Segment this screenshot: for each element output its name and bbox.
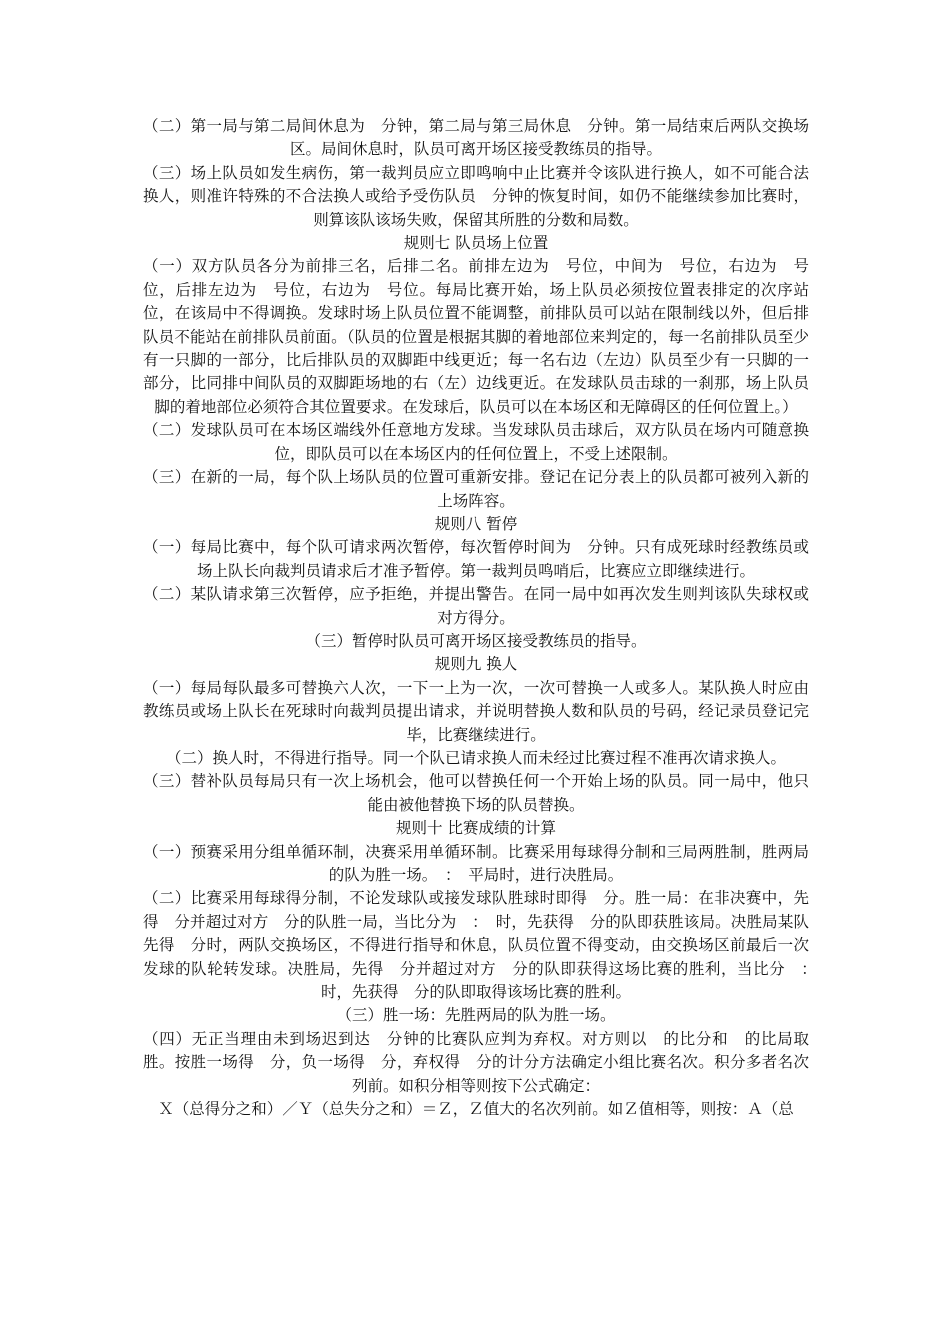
section-heading: 规则七 队员场上位置 xyxy=(403,234,549,253)
paragraph: （二）比赛采用每球得分制，不论发球队或接发球队胜球时即得 分。胜一局：在非决赛中，先得 分并超过对方 分的队胜一局，当比分为 ： 时，先获得 分的队即获胜该局。决胜局某队先得 分时，两队交换场区，不得进行指导和休息，队员位置不得变动，由交换场区前最后一次发球的队轮转发球。决胜局，先得 分并超过对方 分的队即获得这场比赛的胜利，当比分 ： 时，先获得 分的队即取得该场比赛的胜利。 xyxy=(143,889,825,1002)
paragraph: （一）预赛采用分组单循环制，决赛采用单循环制。比赛采用每球得分制和三局两胜制，胜两局的队为胜一场。 ： 平局时，进行决胜局。 xyxy=(143,842,809,884)
paragraph: （二）某队请求第三次暂停，应予拒绝，并提出警告。在同一局中如再次发生则判该队失球权或对方得分。 xyxy=(143,585,809,627)
paragraph: （三）场上队员如发生病伤，第一裁判员应立即鸣响中止比赛并令该队进行换人，如不可能合法换人，则准许特殊的不合法换人或给予受伤队员 分钟的恢复时间，如仍不能继续参加比赛时，则算该队该场失败，保留其所胜的分数和局数。 xyxy=(143,163,809,229)
section-heading: 规则八 暂停 xyxy=(434,514,518,533)
paragraph: （二）第一局与第二局间休息为 分钟，第二局与第三局休息 分钟。第一局结束后两队交换场区。局间休息时，队员可离开场区接受教练员的指导。 xyxy=(143,117,809,159)
section-heading: 规则九 换人 xyxy=(434,655,518,674)
paragraph: （三）替补队员每局只有一次上场机会，他可以替换任何一个开始上场的队员。同一局中，他只能由被他替换下场的队员替换。 xyxy=(143,772,809,814)
paragraph: （一）双方队员各分为前排三名，后排二名。前排左边为 号位，中间为 号位，右边为 号位，后排左边为 号位，右边为 号位。每局比赛开始，场上队员必须按位置表排定的次序站位，在该局中不得调换。发球时场上队员位置不能调整，前排队员可以站在限制线以外，但后排队员不能站在前排队员前面。（队员的位置是根据其脚的着地部位来判定的，每一名前排队员至少有一只脚的一部分，比后排队员的双脚距中线更近；每一名右边（左边）队员至少有一只脚的一部分，比同排中间队员的双脚距场地的右（左）边线更近。在发球队员击球的一刹那，场上队员脚的着地部位必须符合其位置要求。在发球后，队员可以在本场区和无障碍区的任何位置上。） xyxy=(143,257,809,416)
paragraph: Ｘ（总得分之和）／Ｙ（总失分之和）＝Ｚ，Ｚ值大的名次列前。如Ｚ值相等，则按：Ａ（总 xyxy=(158,1100,794,1119)
paragraph: （二）发球队员可在本场区端线外任意地方发球。当发球队员击球后，双方队员在场内可随意换位，即队员可以在本场区内的任何位置上，不受上述限制。 xyxy=(143,421,809,463)
section-heading: 规则十 比赛成绩的计算 xyxy=(396,819,556,838)
paragraph: （一）每局比赛中，每个队可请求两次暂停，每次暂停时间为 分钟。只有成死球时经教练员或场上队长向裁判员请求后才准予暂停。第一裁判员鸣哨后，比赛应立即继续进行。 xyxy=(143,538,809,580)
paragraph: （三）胜一场：先胜两局的队为胜一场。 xyxy=(336,1006,616,1025)
paragraph: （三）暂停时队员可离开场区接受教练员的指导。 xyxy=(305,631,647,650)
paragraph: （四）无正当理由未到场迟到达 分钟的比赛队应判为弃权。对方则以 的比分和 的比局取胜。按胜一场得 分，负一场得 分，弃权得 分的计分方法确定小组比赛名次。积分多者名次列前。如积分相等则按下公式确定： xyxy=(143,1029,809,1095)
paragraph: （一）每局每队最多可替换六人次，一下一上为一次，一次可替换一人或多人。某队换人时应由教练员或场上队长在死球时向裁判员提出请求，并说明替换人数和队员的号码，经记录员登记完毕，比赛继续进行。 xyxy=(143,678,809,744)
paragraph: （二）换人时，不得进行指导。同一个队已请求换人而未经过比赛过程不准再次请求换人。 xyxy=(165,748,786,767)
paragraph: （三）在新的一局，每个队上场队员的位置可重新安排。登记在记分表上的队员都可被列入新的上场阵容。 xyxy=(143,468,809,510)
document-body xyxy=(143,115,825,1121)
